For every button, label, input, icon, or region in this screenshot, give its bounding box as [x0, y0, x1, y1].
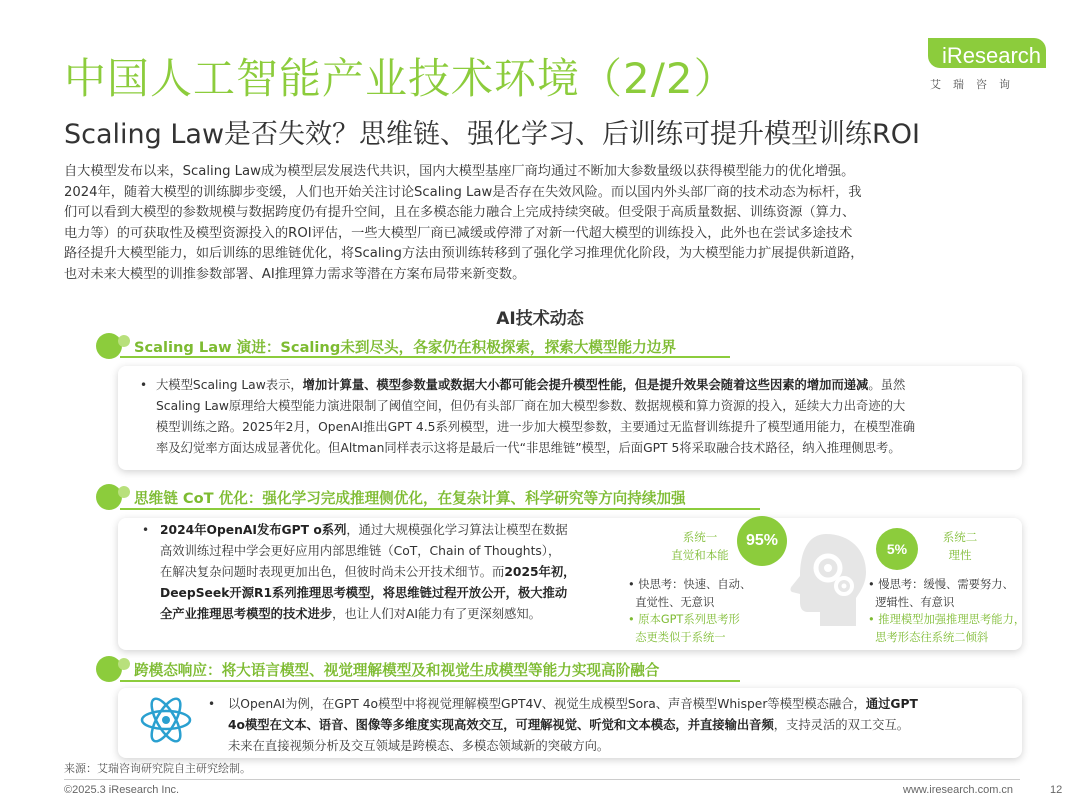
bullet-icon: • [140, 378, 148, 392]
text-line: Scaling Law原理给大模型能力演进限制了阈值空间，但仍有头部厂商在加大模型参数、数据规模和算力资源的投入，延续大力出奇迹的大 [156, 399, 906, 413]
text-emphasis: 2025年初， [504, 565, 576, 579]
bullet-icon: • [208, 697, 216, 711]
text-emphasis: 增加计算量、模型参数量或数据大小都可能会提升模型性能，但是提升效果会随着这些因素的增加而递减 [302, 378, 869, 392]
text-run: 大模型Scaling Law表示， [156, 378, 303, 392]
source-note: 来源：艾瑞咨询研究院自主研究绘制。 [64, 762, 251, 775]
copyright: ©2025.3 iResearch Inc. [64, 784, 180, 796]
scaling-law-text [156, 375, 1006, 459]
iresearch-logo [920, 34, 1050, 96]
text-line: 高效训练过程中学会更好应用内部思维链（CoT，Chain of Thoughts）， [160, 544, 561, 558]
bullet-circle-small-icon [118, 486, 130, 498]
text-run: 以OpenAI为例，在GPT 4o模型中将视觉理解模型GPT4V、视觉生成模型Sora、声音模型Whisper等模型模态融合， [228, 697, 866, 711]
section-heading: 跨模态响应：将大语言模型、视觉理解模型及和视觉生成模型等能力实现高阶融合 [134, 662, 660, 679]
footer-divider [64, 779, 1020, 780]
list-item: 原本GPT系列思考形 [638, 613, 740, 626]
section-heading: Scaling Law 演进：Scaling未到尽头，各家仍在积极探索，探索大模型能力边界 [134, 339, 676, 356]
text-emphasis: 通过GPT [865, 697, 918, 711]
list-item: 推理模型加强推理思考能力， [878, 613, 1026, 626]
page-title: 中国人工智能产业技术环境（2/2） [64, 54, 737, 103]
list-item: 态更类似于系统一 [635, 630, 726, 644]
text-line: 未来在直接视频分析及交互领域是跨模态、多模态领域新的突破方向。 [228, 739, 610, 753]
page-number: 12 [1050, 784, 1063, 796]
intro-line: 电力等）的可获取性及模型资源投入的ROI评估，一些大模型厂商已减缓或停滞了对新一代超大模型的训练投入，此外也在尝试多途技术 [64, 225, 853, 241]
website-url: www.iresearch.com.cn [903, 784, 1014, 796]
system1-percent: 95% [737, 516, 787, 566]
bullet-circle-small-icon [118, 335, 130, 347]
section-header-cot [96, 484, 796, 510]
system2-label [920, 528, 1000, 564]
list-item: 逻辑性、有意识 [875, 595, 955, 609]
text-emphasis: 全产业推理思考模型的技术进步 [160, 607, 333, 621]
system2-name: 系统二 [942, 530, 978, 544]
intro-line: 们可以看到大模型的参数规模与数据跨度仍有提升空间，且在多模态能力融合上完成持续突破。但受限于高质量数据、训练资源（算力、 [64, 205, 856, 221]
system1-desc: 直觉和本能 [671, 548, 729, 562]
list-item: 思考形态往系统二倾斜 [875, 630, 989, 644]
text-emphasis: 4o模型在文本、语音、图像等多维度实现高效交互，可理解视觉、听觉和文本模态，并直接输出音频 [228, 718, 774, 732]
list-item: 直觉性、无意识 [635, 595, 715, 609]
intro-line: 2024年，随着大模型的训练脚步变缓，人们也开始关注讨论Scaling Law是否存在失效风险。而以国内外头部厂商的技术动态为标杆，我 [64, 184, 862, 200]
text-run: 在解决复杂问题时表现更加出色，但彼时尚未公开技术细节。而 [160, 565, 505, 579]
text-run: 。虽然 [868, 378, 906, 392]
system2-percent: 5% [876, 528, 918, 570]
logo-sub: 艾瑞咨询 [930, 78, 1022, 91]
system1-name: 系统一 [682, 530, 718, 544]
text-emphasis: 2024年OpenAI发布GPT o系列 [160, 523, 347, 537]
text-run: ，也让人们对AI能力有了更深刻感知。 [332, 607, 541, 621]
atom-icon [138, 692, 194, 748]
bullet-icon: • [142, 523, 150, 537]
section-header-multimodal [96, 656, 796, 682]
intro-line: 自大模型发布以来，Scaling Law成为模型层发展迭代共识，国内大模型基座厂商均通过不断加大参数量级以获得模型能力的优化增强。 [64, 164, 855, 179]
text-run: ，通过大规模强化学习算法让模型在数据 [346, 523, 568, 537]
section-header-scaling-law [96, 333, 796, 359]
bullet-circle-small-icon [118, 658, 130, 670]
page-subtitle: Scaling Law是否失效？思维链、强化学习、后训练可提升模型训练ROI [64, 119, 921, 150]
logo-brand: iResearch [942, 43, 1042, 68]
intro-paragraph [64, 162, 1024, 286]
system2-desc: 理性 [948, 548, 972, 562]
list-item: 慢思考：缓慢、需要努力、 [878, 578, 1014, 591]
system1-list: • 快思考：快速、自动、 直觉性、无意识 • 原本GPT系列思考形 态更类似于系统一 [628, 578, 752, 644]
text-emphasis: DeepSeek开源R1系列推理思考模型，将思维链过程开放公开，极大推动 [160, 586, 568, 600]
logo-badge [928, 38, 1046, 68]
system2-list: • 慢思考：缓慢、需要努力、 逻辑性、有意识 • 推理模型加强推理思考能力， 思考形态往系统二倾斜 [868, 578, 1026, 644]
list-item: 快思考：快速、自动、 [638, 578, 752, 591]
text-run: ，支持灵活的双工交互。 [773, 718, 910, 732]
intro-line: 路径提升大模型能力，如后训练的思维链优化，将Scaling方法由预训练转移到了强化学习推理优化阶段，为大模型能力扩展提供新道路， [64, 246, 864, 262]
text-line: 模型训练之路。2025年2月，OpenAI推出GPT 4.5系列模型，进一步加大模型参数，主要通过无监督训练提升了模型通用能力，在模型准确 [156, 420, 916, 434]
text-line: 率及幻觉率方面达成显著优化。但Altman同样表示这将是最后一代“非思维链”模型，后面GPT 5将采取融合技术路径，纳入推理侧思考。 [156, 441, 901, 455]
intro-line: 也对未来大模型的训推参数部署、AI推理算力需求等潜在方案布局带来新变数。 [64, 266, 526, 282]
section-title: AI技术动态 [496, 309, 584, 329]
head-gears-icon [780, 528, 872, 634]
cot-text [160, 520, 630, 625]
multimodal-text [228, 694, 1008, 757]
system1-label [660, 528, 740, 564]
section-heading: 思维链 CoT 优化：强化学习完成推理侧优化，在复杂计算、科学研究等方向持续加强 [134, 490, 686, 507]
